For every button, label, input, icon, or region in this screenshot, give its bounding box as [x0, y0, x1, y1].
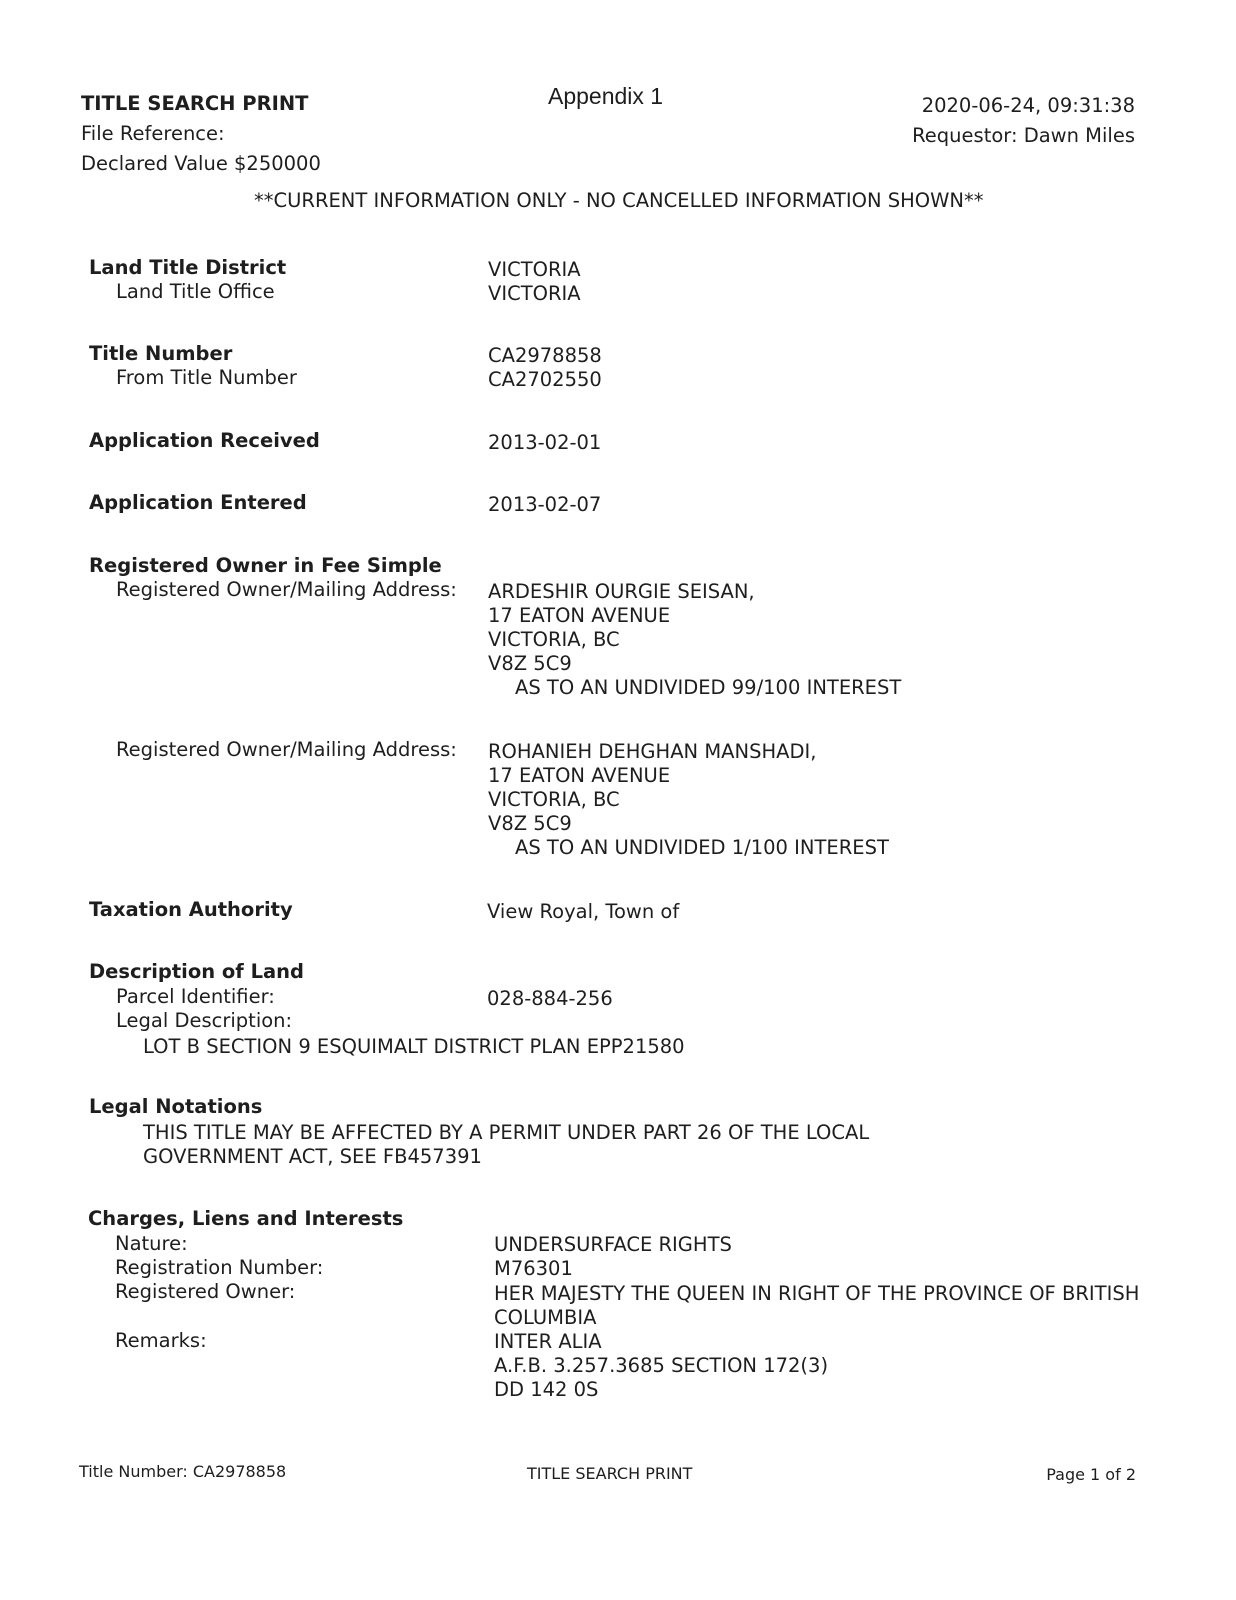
legal-notation-line: GOVERNMENT ACT, SEE FB457391 — [143, 1145, 482, 1168]
parcel-identifier-value: 028-884-256 — [487, 987, 613, 1010]
owner-name: ROHANIEH DEHGHAN MANSHADI, — [488, 740, 817, 763]
land-title-office-label: Land Title Office — [116, 280, 275, 303]
legal-notation-line: THIS TITLE MAY BE AFFECTED BY A PERMIT UNDER PART 26 OF THE LOCAL — [143, 1121, 870, 1144]
application-entered-label: Application Entered — [89, 491, 307, 514]
nature-label: Nature: — [115, 1232, 188, 1255]
legal-notations-heading: Legal Notations — [89, 1095, 263, 1118]
owner-postal: V8Z 5C9 — [488, 652, 572, 675]
requestor: Requestor: Dawn Miles — [912, 124, 1135, 147]
land-title-district-value: VICTORIA — [488, 258, 581, 281]
owner-address-label: Registered Owner/Mailing Address: — [116, 578, 457, 601]
footer-page-number: Page 1 of 2 — [1046, 1465, 1136, 1484]
land-title-district-label: Land Title District — [89, 256, 287, 279]
charge-registered-owner-value: HER MAJESTY THE QUEEN IN RIGHT OF THE PROVINCE OF BRITISH — [494, 1282, 1140, 1305]
declared-value: Declared Value $250000 — [81, 152, 321, 175]
owner-address-label: Registered Owner/Mailing Address: — [116, 738, 457, 761]
description-of-land-heading: Description of Land — [89, 960, 305, 983]
owner-street: 17 EATON AVENUE — [488, 764, 671, 787]
owner-address-block — [488, 580, 901, 700]
from-title-number-value: CA2702550 — [488, 368, 602, 391]
nature-value: UNDERSURFACE RIGHTS — [494, 1233, 732, 1256]
remarks-line: A.F.B. 3.257.3685 SECTION 172(3) — [494, 1354, 829, 1377]
remarks-label: Remarks: — [115, 1329, 207, 1352]
title-number-label: Title Number — [89, 342, 233, 365]
title-number-value: CA2978858 — [488, 344, 602, 367]
taxation-authority-value: View Royal, Town of — [487, 900, 680, 923]
land-title-office-value: VICTORIA — [488, 282, 581, 305]
document-title: TITLE SEARCH PRINT — [81, 92, 309, 115]
charge-registered-owner-value: COLUMBIA — [494, 1306, 597, 1329]
print-timestamp: 2020-06-24, 09:31:38 — [921, 94, 1135, 117]
charges-heading: Charges, Liens and Interests — [88, 1207, 404, 1230]
file-reference: File Reference: — [81, 122, 225, 145]
registration-number-value: M76301 — [494, 1257, 573, 1280]
application-received-label: Application Received — [89, 429, 320, 452]
charge-registered-owner-label: Registered Owner: — [115, 1280, 296, 1303]
footer-center-title: TITLE SEARCH PRINT — [527, 1464, 693, 1483]
remarks-line: DD 142 0S — [494, 1378, 599, 1401]
owner-postal: V8Z 5C9 — [488, 812, 572, 835]
remarks-line: INTER ALIA — [494, 1330, 602, 1353]
owner-interest: AS TO AN UNDIVIDED 1/100 INTEREST — [515, 836, 889, 859]
application-entered-value: 2013-02-07 — [488, 493, 602, 516]
footer-title-number: Title Number: CA2978858 — [79, 1462, 287, 1481]
from-title-number-label: From Title Number — [116, 366, 297, 389]
legal-description-value: LOT B SECTION 9 ESQUIMALT DISTRICT PLAN EPP21580 — [143, 1035, 685, 1058]
registration-number-label: Registration Number: — [115, 1256, 324, 1279]
owner-city: VICTORIA, BC — [488, 788, 620, 811]
remarks-block — [494, 1330, 828, 1402]
registered-owner-heading: Registered Owner in Fee Simple — [89, 554, 442, 577]
owner-name: ARDESHIR OURGIE SEISAN, — [488, 580, 755, 603]
parcel-identifier-label: Parcel Identifier: — [116, 985, 275, 1008]
appendix-label: Appendix 1 — [548, 83, 664, 109]
owner-interest: AS TO AN UNDIVIDED 99/100 INTEREST — [515, 676, 902, 699]
owner-city: VICTORIA, BC — [488, 628, 620, 651]
current-info-notice: **CURRENT INFORMATION ONLY - NO CANCELLED INFORMATION SHOWN** — [254, 189, 984, 212]
legal-description-label: Legal Description: — [116, 1009, 293, 1032]
owner-address-block — [488, 740, 889, 860]
owner-street: 17 EATON AVENUE — [488, 604, 671, 627]
taxation-authority-label: Taxation Authority — [89, 898, 293, 921]
application-received-value: 2013-02-01 — [488, 431, 602, 454]
